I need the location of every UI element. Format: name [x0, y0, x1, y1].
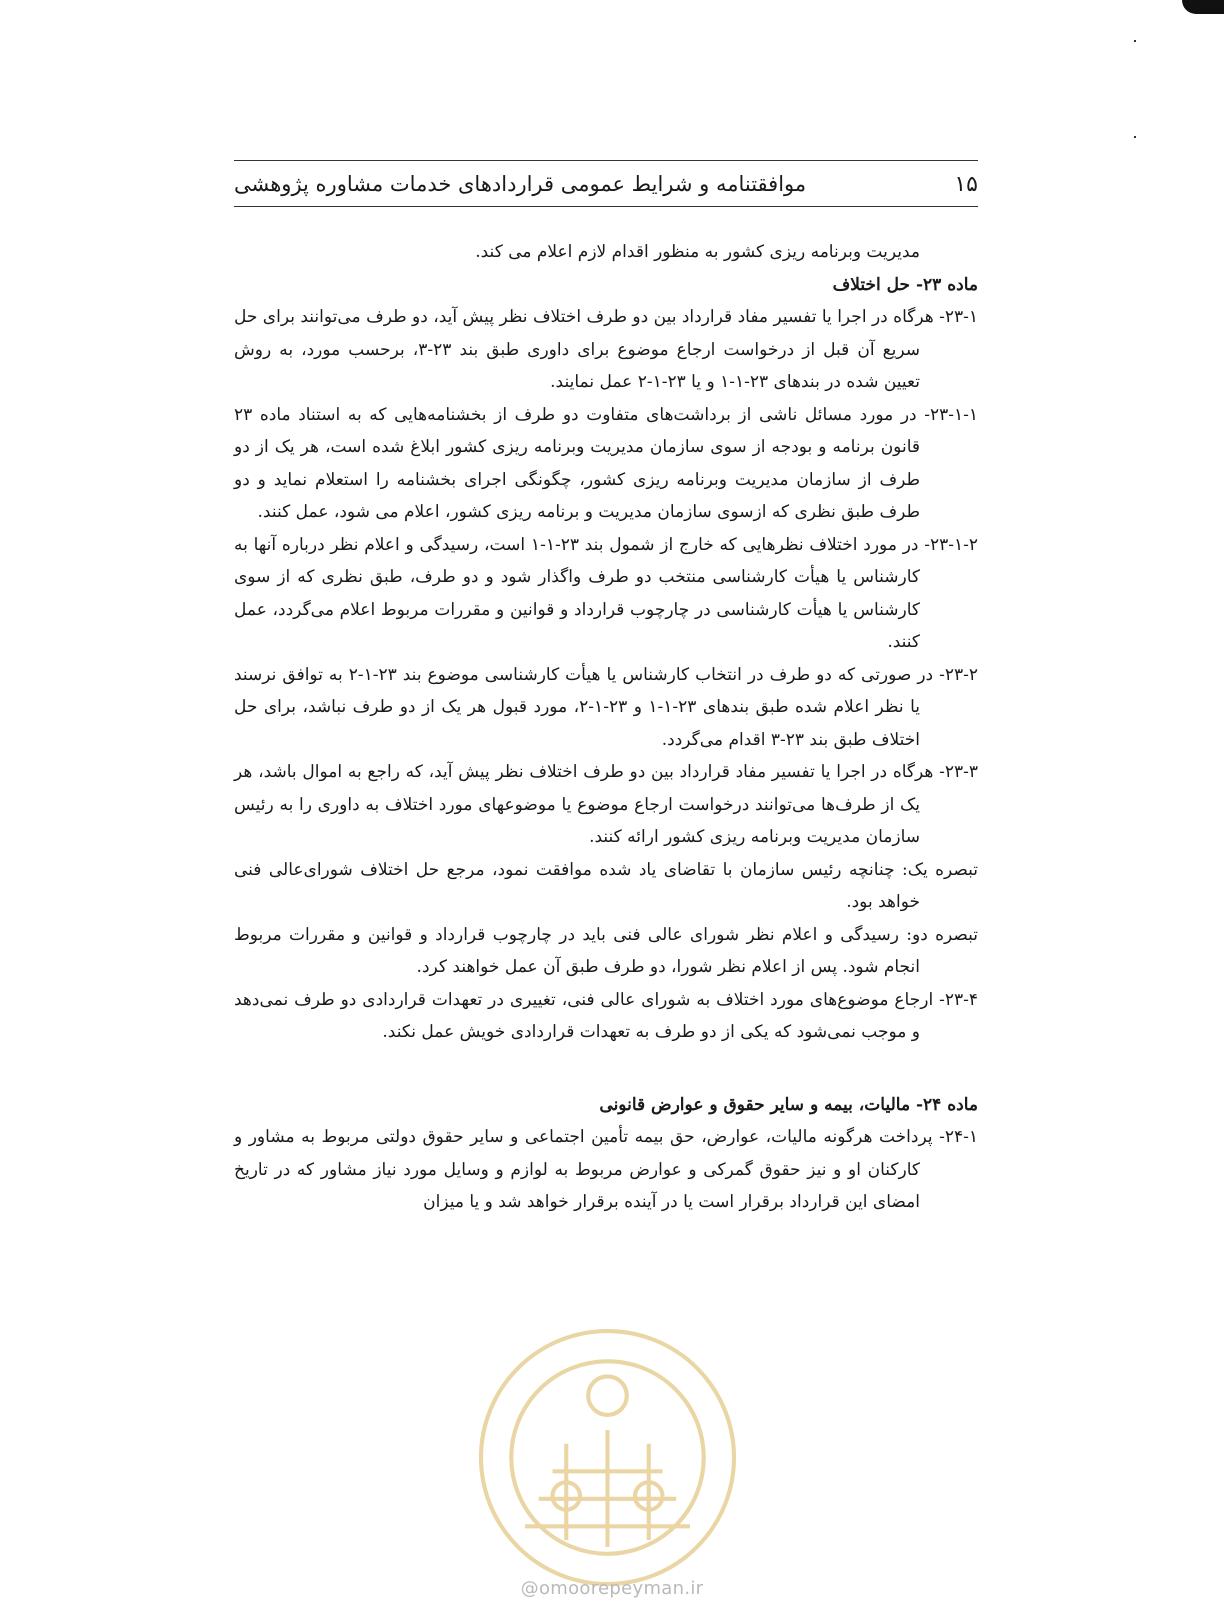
header-rule-top — [234, 160, 978, 161]
clause-23-4: ۲۳-۴- ارجاع موضوع‌های مورد اختلاف به شورای عالی فنی، تغییری در تعهدات قراردادی دو طرف نمی‌دهد و موجب نمی‌شود که یکی از دو طرف به تعهدات قراردادی خویش عمل نکند. — [234, 989, 978, 1042]
clause-23-1-2: ۲۳-۱-۲- در مورد اختلاف نظرهایی که خارج از شمول بند ۲۳-۱-۱ است، رسیدگی و اعلام نظر درباره آنها به کارشناس یا هیأت کارشناسی منتخب دو طرف واگذار شود و دو طرف، طبق نظری که از سوی کارشناس یا هیأت کارشناسی در چارچوب قرارداد و قوانین و مقررات مربوط اعلام می‌گردد، عمل کنند. — [234, 534, 978, 652]
section-gap — [234, 1049, 978, 1089]
running-header — [234, 164, 978, 204]
watermark-grid-verticals — [566, 1430, 649, 1547]
scan-corner-mark — [1182, 0, 1224, 14]
watermark-grid-lines — [525, 1471, 690, 1526]
body-text — [234, 236, 978, 1219]
header-title: موافقتنامه و شرایط عمومی قراردادهای خدمات مشاوره پژوهشی — [234, 172, 807, 196]
intro-line: مدیریت وبرنامه ریزی کشور به منظور اقدام لازم اعلام می کند. — [475, 242, 920, 262]
clause-24-1: ۲۴-۱- پرداخت هرگونه مالیات، عوارض، حق بیمه تأمین اجتماعی و سایر حقوق دولتی مربوط به مشاور و کارکنان او و نیز حقوق گمرکی و عوارض مربوط به لوازم و وسایل مورد نیاز مشاور که در تاریخ امضای این قرارداد برقرار است یا در آینده برقرار خواهد شد و یا میزان — [234, 1127, 978, 1212]
watermark-url: @omoorepeyman.ir — [520, 1578, 704, 1599]
article-23-heading: ماده ۲۳- حل اختلاف — [832, 274, 978, 295]
clause-23-2: ۲۳-۲- در صورتی که دو طرف در انتخاب کارشناس یا هیأت کارشناسی موضوع بند ۲۳-۱-۲ به توافق نرسند یا نظر اعلام شده طبق بندهای ۲۳-۱-۱ و ۲۳-۱-۲، مورد قبول هر یک از دو طرف نباشد، برای حل اختلاف طبق بند ۲۳-۳ اقدام می‌گردد. — [234, 664, 978, 750]
scan-speck — [1134, 136, 1136, 138]
watermark-cog-icon — [635, 1482, 663, 1510]
header-rule-bottom — [234, 206, 978, 207]
note-1: تبصره یک: چنانچه رئیس سازمان با تقاضای یاد شده موافقت نمود، مرجع حل اختلاف شورای‌عالی فنی خواهد بود. — [234, 859, 978, 912]
watermark-gear-icon — [588, 1376, 627, 1415]
clause-23-1-1: ۲۳-۱-۱- در مورد مسائل ناشی از برداشت‌های متفاوت دو طرف از بخشنامه‌هایی که به استناد ماده ۲۳ قانون برنامه و بودجه از سوی سازمان مدیریت وبرنامه ریزی کشور ابلاغ شده است، هر یک از دو طرف از سازمان مدیریت وبرنامه ریزی کشور، چگونگی اجرای بخشنامه را استعلام نماید و دو طرف طبق نظری که ازسوی سازمان مدیریت و برنامه ریزی کشور، اعلام می شود، عمل کنند. — [234, 404, 978, 522]
watermark-scale-icon — [553, 1482, 581, 1510]
note-2: تبصره دو: رسیدگی و اعلام نظر شورای عالی فنی باید در چارچوب قرارداد و قوانین و مقررات مربوط انجام شود. پس از اعلام نظر شورا، دو طرف طبق آن عمل خواهند کرد. — [234, 924, 978, 977]
scan-speck — [1134, 40, 1136, 42]
clause-23-1: ۲۳-۱- هرگاه در اجرا یا تفسیر مفاد قرارداد بین دو طرف اختلاف نظر پیش آید، دو طرف می‌توانند برای حل سریع آن قبل از درخواست ارجاع موضوع برای داوری طبق بند ۲۳-۳، برحسب مورد، به روش تعیین شده در بندهای ۲۳-۱-۱ و یا ۲۳-۱-۲ عمل نمایند. — [234, 307, 978, 392]
page-number: ۱۵ — [954, 171, 978, 197]
watermark-seal-logo — [470, 1320, 745, 1595]
article-24-heading: ماده ۲۴- مالیات، بیمه و سایر حقوق و عوارض قانونی — [599, 1094, 978, 1115]
clause-23-3: ۲۳-۳- هرگاه در اجرا یا تفسیر مفاد قرارداد بین دو طرف اختلاف نظر پیش آید، که راجع به اموال باشد، هر یک از طرف‌ها می‌توانند درخواست ارجاع موضوع یا موضوعهای مورد اختلاف به داوری را به رئیس سازمان مدیریت وبرنامه ریزی کشور ارائه کنند. — [234, 762, 978, 847]
watermark-inner-ring — [511, 1361, 704, 1554]
watermark-outer-ring — [481, 1331, 734, 1584]
